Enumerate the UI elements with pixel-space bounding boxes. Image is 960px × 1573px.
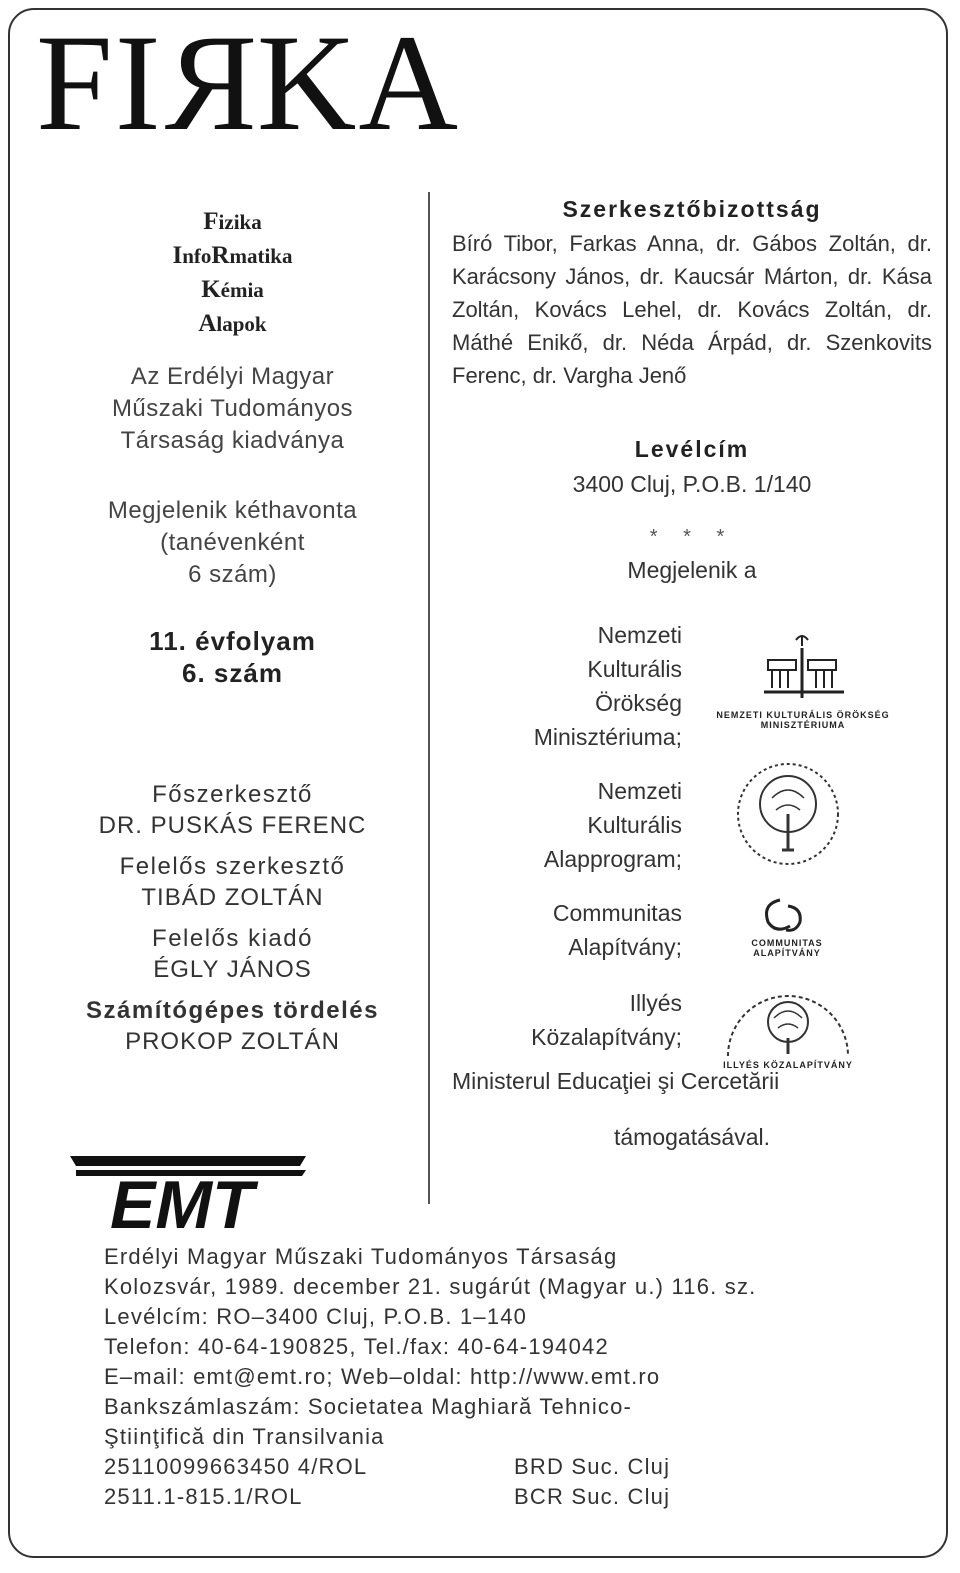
footer-bank-label: Bankszámlaszám: Societatea Maghiară Tehnico- <box>104 1394 633 1419</box>
ministry-emblem-icon <box>708 630 898 710</box>
publisher-note: Az Erdélyi Magyar Műszaki Tudományos Társaság kiadványa <box>111 363 354 454</box>
emt-logo-text: EMT <box>110 1167 254 1232</box>
separator-stars: * * * <box>649 526 735 548</box>
issue-info <box>60 625 405 689</box>
footer-phone: Telefon: 40-64-190825, Tel./fax: 40-64-194042 <box>104 1334 609 1359</box>
nka-logo <box>732 758 844 870</box>
footer-contact <box>104 1242 864 1512</box>
acronym-line: InfoRmatika <box>172 242 293 269</box>
acronym-block <box>60 205 405 341</box>
board-heading: Szerkesztőbizottság <box>562 196 822 222</box>
tree-arch-icon <box>708 980 868 1060</box>
footer-account-2: 2511.1-815.1/ROL BCR Suc. Cluj <box>104 1484 671 1509</box>
illyes-logo: ILLYÉS KÖZALAPÍTVÁNY <box>708 980 868 1070</box>
staff-entry: Felelős kiadó ÉGLY JÁNOS <box>152 925 313 983</box>
acronym-line: Alapok <box>198 310 267 337</box>
masthead-title: FIRKA <box>36 6 461 159</box>
staff-entry: Felelős szerkesztő TIBÁD ZOLTÁN <box>119 853 346 911</box>
footer-street: Kolozsvár, 1989. december 21. sugárút (Magyar u.) 116. sz. <box>104 1274 757 1299</box>
left-column <box>60 205 405 1057</box>
acronym-line: Kémia <box>201 276 264 303</box>
emt-logo-icon <box>70 1152 310 1232</box>
staff-entry: Számítógépes tördelés PROKOP ZOLTÁN <box>86 997 379 1055</box>
column-divider <box>428 192 430 1204</box>
emt-logo <box>70 1152 310 1237</box>
frequency-note: Megjelenik kéthavonta (tanévenként 6 szám) <box>107 497 358 588</box>
footer-org: Erdélyi Magyar Műszaki Tudományos Társaság <box>104 1244 618 1269</box>
sponsor-nka: Nemzeti Kulturális Alapprogram; <box>543 778 682 872</box>
footer-mail: Levélcím: RO–3400 Cluj, P.O.B. 1–140 <box>104 1304 528 1329</box>
issue-number: 6. szám <box>182 658 283 688</box>
address-heading: Levélcím <box>634 436 750 462</box>
acronym-line: Fizika <box>203 208 262 235</box>
right-column <box>452 196 932 584</box>
address-value: 3400 Cluj, P.O.B. 1/140 <box>572 471 812 497</box>
nkom-logo: NEMZETI KULTURÁLIS ÖRÖKSÉG MINISZTÉRIUMA <box>708 630 898 730</box>
sponsor-illyes: Illyés Közalapítvány; <box>531 990 682 1050</box>
footer-bank-label-2: Ştiinţifică din Transilvania <box>104 1424 385 1449</box>
communitas-logo: COMMUNITAS ALAPÍTVÁNY <box>722 888 852 958</box>
swirl-icon <box>722 888 852 938</box>
tree-seal-icon <box>732 758 844 870</box>
sponsor-nkom: Nemzeti Kulturális Örökség Minisztériuma; <box>533 622 682 750</box>
ministry-line: Ministerul Educaţiei şi Cercetării <box>452 1068 780 1094</box>
staff-list <box>60 779 405 1057</box>
board-members: Bíró Tibor, Farkas Anna, dr. Gábos Zoltán, dr. Karácsony János, dr. Kaucsár Márton, dr. Kása Zoltán, Kovács Lehel, dr. Kovács Zoltán, dr. Máthé Enikő, dr. Néda Árpád, dr. Szenkovits Ferenc, dr. Vargha Jenő <box>452 231 932 388</box>
support-outro: támogatásával. <box>614 1124 770 1150</box>
footer-email: E–mail: emt@emt.ro; Web–oldal: http://www.emt.ro <box>104 1364 661 1389</box>
footer-account-1: 25110099663450 4/ROL BRD Suc. Cluj <box>104 1454 671 1479</box>
support-intro: Megjelenik a <box>627 557 757 583</box>
staff-entry: Főszerkesztő DR. PUSKÁS FERENC <box>98 781 367 839</box>
sponsor-communitas: Communitas Alapítvány; <box>552 900 682 960</box>
volume: 11. évfolyam <box>149 626 316 656</box>
